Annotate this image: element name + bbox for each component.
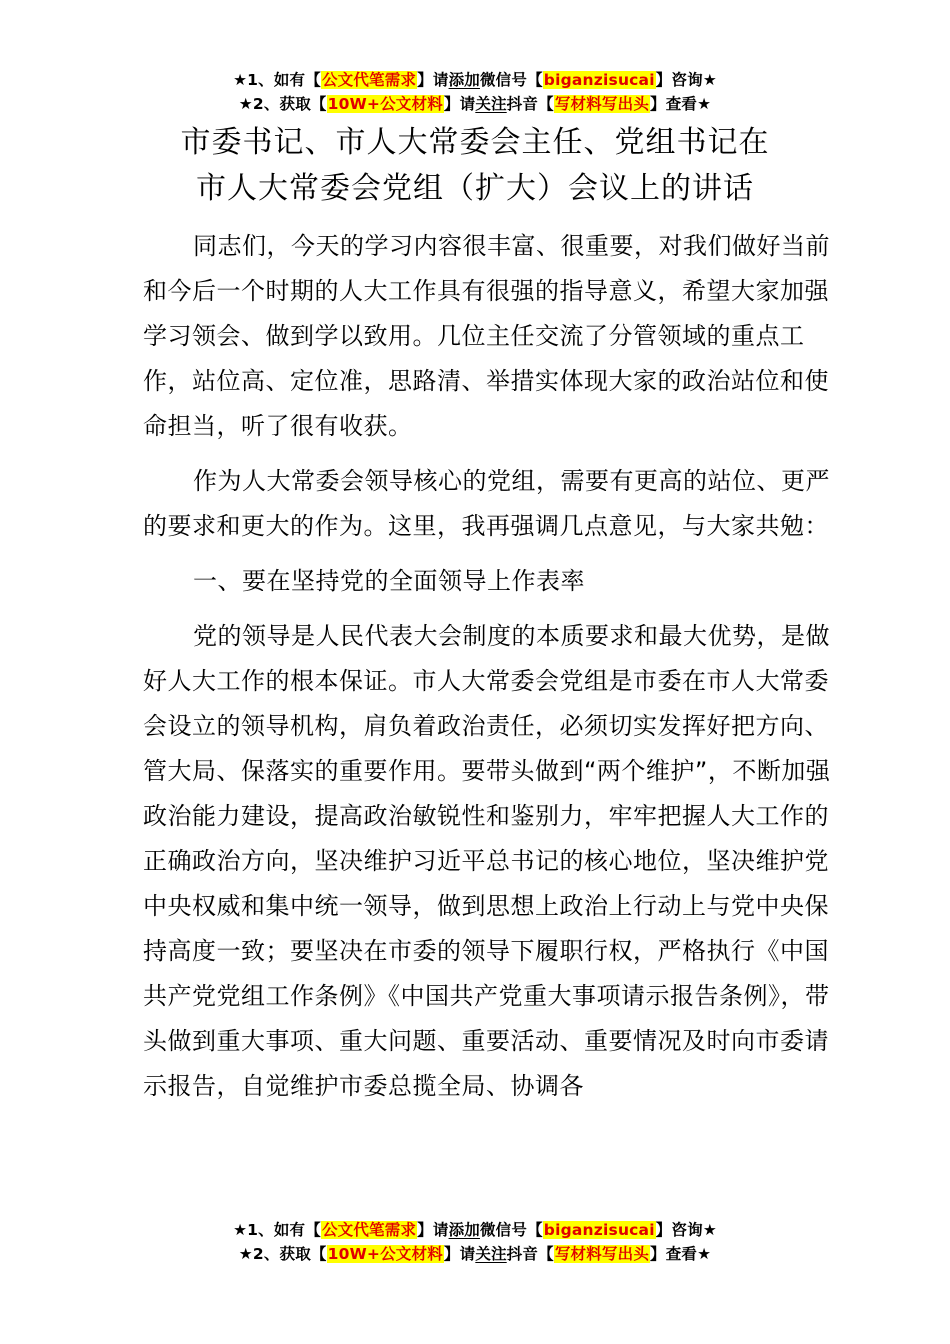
promo-text: ★2、获取【 (238, 1245, 327, 1263)
promo-underline: 添加 (448, 1221, 480, 1239)
promo-underline: 关注 (475, 1245, 507, 1263)
body-paragraph: 党的领导是人民代表大会制度的本质要求和最大优势，是做好人大工作的根本保证。市人大常委会党组是市委在市人大常委会设立的领导机构，肩负着政治责任，必须切实发挥好把方向、管大局、保落实的重要作用。要带头做到“两个维护”，不断加强政治能力建设，提高政治敏锐性和鉴别力，牢牢把握人大工作的正确政治方向，坚决维护习近平总书记的核心地位，坚决维护党中央权威和集中统一领导，做到思想上政治上行动上与党中央保持高度一致；要坚决在市委的领导下履职行权，严格执行《中国共产党党组工作条例》《中国共产党重大事项请示报告条例》，带头做到重大事项、重大问题、重要活动、重要情况及时向市委请示报告，自觉维护市委总揽全局、协调各 (143, 622, 831, 1100)
promo-text: ★2、获取【 (238, 95, 327, 113)
body-paragraph: 同志们，今天的学习内容很丰富、很重要，对我们做好当前和今后一个时期的人大工作具有很强的指导意义，希望大家加强学习领会、做到学以致用。几位主任交流了分管领域的重点工作，站位高、定位准，思路清、举措实体现大家的政治站位和使命担当，听了很有收获。 (143, 232, 830, 440)
promo-line-2 (0, 92, 950, 116)
promo-highlight: 写材料写出头 (554, 95, 650, 113)
promo-highlight: 公文代笔需求 (321, 71, 417, 89)
promo-highlight: biganzisucai (543, 1221, 655, 1239)
promo-highlight: 10W+公文材料 (327, 1245, 443, 1263)
promo-text: 】咨询★ (655, 1221, 717, 1239)
promo-text: ★1、如有【 (233, 71, 321, 89)
promo-text: 抖音【 (506, 1245, 554, 1263)
promo-text: 】查看★ (650, 95, 712, 113)
promo-text: 微信号【 (479, 1221, 543, 1239)
promo-text: 】请 (417, 71, 449, 89)
promo-text: 】请 (417, 1221, 449, 1239)
promo-text: 】咨询★ (655, 71, 717, 89)
promo-underline: 关注 (475, 95, 507, 113)
top-promo-banner (0, 68, 950, 116)
promo-line-1 (0, 1218, 950, 1242)
title-line-1: 市委书记、市人大常委会主任、党组书记在 (180, 125, 770, 160)
promo-highlight: 10W+公文材料 (327, 95, 443, 113)
document-title (0, 120, 950, 212)
promo-underline: 添加 (448, 71, 480, 89)
promo-text: 】查看★ (650, 1245, 712, 1263)
promo-text: 】请 (443, 1245, 476, 1263)
body-paragraph: 作为人大常委会领导核心的党组，需要有更高的站位、更严的要求和更大的作为。这里，我再强调几点意见，与大家共勉： (143, 467, 830, 540)
bottom-promo-banner (0, 1218, 950, 1266)
promo-line-2 (0, 1242, 950, 1266)
section-heading: 一、要在坚持党的全面领导上作表率 (193, 567, 585, 595)
title-line-2: 市人大常委会党组（扩大）会议上的讲话 (196, 171, 754, 206)
promo-highlight: biganzisucai (543, 71, 655, 89)
promo-highlight: 写材料写出头 (554, 1245, 650, 1263)
document-body (143, 224, 833, 1119)
promo-text: 抖音【 (506, 95, 554, 113)
promo-highlight: 公文代笔需求 (321, 1221, 417, 1239)
promo-text: 微信号【 (479, 71, 543, 89)
promo-text: ★1、如有【 (233, 1221, 321, 1239)
promo-text: 】请 (443, 95, 476, 113)
promo-line-1 (0, 68, 950, 92)
